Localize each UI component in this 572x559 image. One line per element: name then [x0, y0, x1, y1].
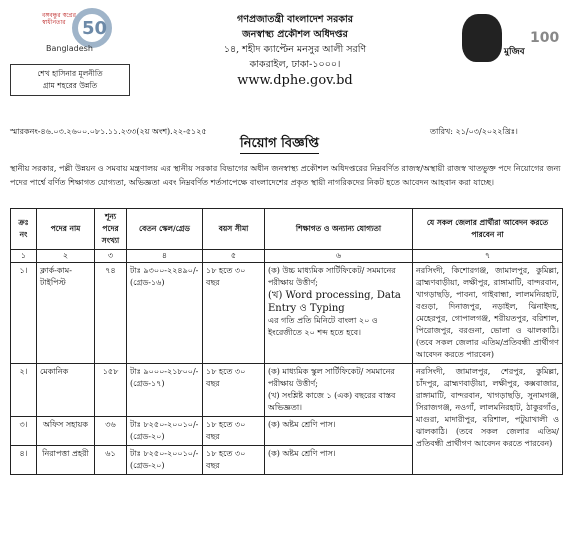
column-number-row: [11, 250, 563, 263]
col-number: ৫: [203, 250, 265, 263]
col-header-qualification: শিক্ষাগত ও অন্যান্য যোগ্যতা: [265, 209, 413, 250]
row-sl: ১।: [11, 263, 37, 364]
row-age: ১৮ হতে ৩০ বছর: [203, 446, 265, 475]
row-qualification: (ক) অষ্টম শ্রেণি পাস।: [265, 446, 413, 475]
slogan-box: [10, 64, 130, 96]
col-number: ১: [11, 250, 37, 263]
bangladesh-50-logo: [8, 4, 94, 64]
logo-tagline: বঙ্গবন্ধুর স্বপ্নের স্বাধীনতার: [42, 12, 76, 26]
website-link[interactable]: www.dphe.gov.bd: [237, 73, 353, 88]
row-sl: ৩।: [11, 417, 37, 446]
address-line-2: কাকরাইল, ঢাকা-১০০০।: [249, 59, 341, 70]
row-qualification: (ক) অষ্টম শ্রেণি পাস।: [265, 417, 413, 446]
table-header-row: [11, 209, 563, 250]
row-sl: ৪।: [11, 446, 37, 475]
row-scale: টাঃ ৮২৫০-২০০১০/- (গ্রেড-২০): [127, 446, 203, 475]
col-number: ২: [37, 250, 95, 263]
slogan-line-2: গ্রাম শহরের উন্নতি: [42, 81, 98, 90]
col-number: ৬: [265, 250, 413, 263]
qual-a: (ক) মাধ্যমিক স্কুল সার্টিফিকেট/ সমমানের পরীক্ষায় উত্তীর্ণ;: [268, 367, 395, 388]
row-age: ১৮ হতে ৩০ বছর: [203, 417, 265, 446]
table-row: [11, 263, 563, 364]
notice-title: নিয়োগ বিজ্ঞপ্তি: [240, 135, 319, 154]
row-vacancy: ৩৬: [95, 417, 127, 446]
fifty-ring-icon: [72, 8, 112, 48]
row-scale: টাঃ ৯৩০০-২২৪৯০/- (গ্রেড-১৬): [127, 263, 203, 364]
row-qualification: [265, 364, 413, 417]
row-post: ক্লার্ক-কাম-টাইপিস্ট: [37, 263, 95, 364]
qual-b: (খ) সংশ্লিষ্ট কাজে ১ (এক) বছরের বাস্তব অভিজ্ঞতা।: [268, 391, 396, 412]
row-sl: ২।: [11, 364, 37, 417]
row-vacancy: ৬১: [95, 446, 127, 475]
row-post: অফিস সহায়ক: [37, 417, 95, 446]
row-age: ১৮ হতে ৩০ বছর: [203, 263, 265, 364]
memo-number: স্মারকনং-৪৬.০৩.২৬০০.০৮১.১১.২৩৩(২য় অংশ).২২-৫১২৫: [10, 127, 207, 136]
row-post: মেকানিক: [37, 364, 95, 417]
department-name: জনস্বাস্থ্য প্রকৌশল অধিদপ্তর: [242, 29, 348, 40]
qual-a: (ক) উচ্চ মাধ্যমিক সার্টিফিকেট/ সমমানের পরীক্ষায় উত্তীর্ণ;: [268, 266, 396, 287]
col-header-sl: ক্রঃ নং: [11, 209, 37, 250]
row-vacancy: ১৫৮: [95, 364, 127, 417]
col-number: ৩: [95, 250, 127, 263]
notice-date: তারিখ: ২১/০৩/২০২২খ্রিঃ।: [430, 127, 518, 136]
logo-number: 100: [530, 30, 560, 46]
qual-b: (খ) Word processing, Data Entry ও Typing: [268, 290, 401, 314]
col-header-scale: বেতন স্কেল/গ্রেড: [127, 209, 203, 250]
row-districts: নরসিংদী, কিশোরগঞ্জ, জামালপুর, কুমিল্লা, ব্রাহ্মণবাড়ীয়া, লক্ষীপুর, রাঙ্গামাটি, বান্দরবান, খাগড়াছড়ি, পাবনা, গাইবান্ধা, লালমনিরহাট, বগুড়া, দিনাজপুর, নড়াইল, ঝিনাইদহ, মেহেরপুর, গোপালগঞ্জ, শরীয়তপুর, বরিশাল, পিরোজপুর, বরগুনা, ভোলা ও ঝালকাঠি। (তবে সকল জেলার এতিম/প্রতিবন্ধী প্রার্থীগণ আবেদন করতে পারবেন): [413, 263, 563, 364]
col-header-age: বয়স সীমা: [203, 209, 265, 250]
vacancy-table: [10, 208, 563, 475]
row-age: ১৮ হতে ৩০ বছর: [203, 364, 265, 417]
row-qualification: [265, 263, 413, 364]
mujib-100-logo: [460, 10, 560, 70]
row-vacancy: ৭৪: [95, 263, 127, 364]
row-post: নিরাপত্তা প্রহরী: [37, 446, 95, 475]
intro-paragraph: স্থানীয় সরকার, পল্লী উন্নয়ন ও সমবায় মন্ত্রণালয় এর স্থানীয় সরকার বিভাগের অধীন জনস্বাস্থ্য প্রকৌশল অধিদপ্তরের নিম্নবর্ণিত রাজস্ব/অস্থায়ী রাজস্ব খাতভুক্ত পদে নিয়োগের জন্য পদের পার্শ্বে বর্ণিত শিক্ষাগত যোগ্যতা, অভিজ্ঞতা এবং নিম্নবর্ণিত শর্তসাপেক্ষে বাংলাদেশের প্রকৃত স্থায়ী নাগরিকদের নিকট হতে আবেদন আহবান করা যাচ্ছে।: [10, 164, 561, 187]
govt-name: গণপ্রজাতন্ত্রী বাংলাদেশ সরকার: [237, 14, 353, 25]
logo-text: মুজিব: [504, 47, 525, 57]
logo-country: Bangladesh: [46, 44, 93, 53]
slogan-line-1: শেখ হাসিনার মূলনীতি: [37, 69, 103, 78]
row-scale: টাঃ ৯০০০-২১৮০০/- (গ্রেড-১৭): [127, 364, 203, 417]
table-row: [11, 364, 563, 417]
row-scale: টাঃ ৮২৫০-২০০১০/- (গ্রেড-২০): [127, 417, 203, 446]
portrait-icon: [462, 14, 502, 62]
address-line-1: ১৪, শহীদ ক্যাপ্টেন মনসুর আলী সরণি: [223, 44, 367, 55]
row-districts: নরসিংদী, জামালপুর, শেরপুর, কুমিল্লা, চাঁদপুর, ব্রাহ্মণবাড়ীয়া, লক্ষীপুর, কক্সবাজার, রাঙ্গামাটি, বান্দরবান, খাগড়াছড়ি, সুনামগঞ্জ, সিরাজগঞ্জ, নওগাঁ, লালমনিরহাট, ঠাকুরগাঁও, মাগুরা, মাদারীপুর, বরিশাল, পটুয়াখালী ও ঝালকাঠি। (তবে সকল জেলার এতিম/প্রতিবন্ধী প্রার্থীগণ আবেদন করতে পারবেন): [413, 364, 563, 475]
col-number: ৪: [127, 250, 203, 263]
col-header-post: পদের নাম: [37, 209, 95, 250]
col-header-vacancy: শূন্য পদের সংখ্যা: [95, 209, 127, 250]
col-header-districts: যে সকল জেলার প্রার্থীরা আবেদন করতে পারবেন না: [413, 209, 563, 250]
col-number: ৭: [413, 250, 563, 263]
office-header: [150, 12, 440, 90]
qual-c: এর গতি প্রতি মিনিটে বাংলা ২০ ও ইংরেজীতে ২০ শব্দ হতে হবে।: [268, 316, 378, 337]
